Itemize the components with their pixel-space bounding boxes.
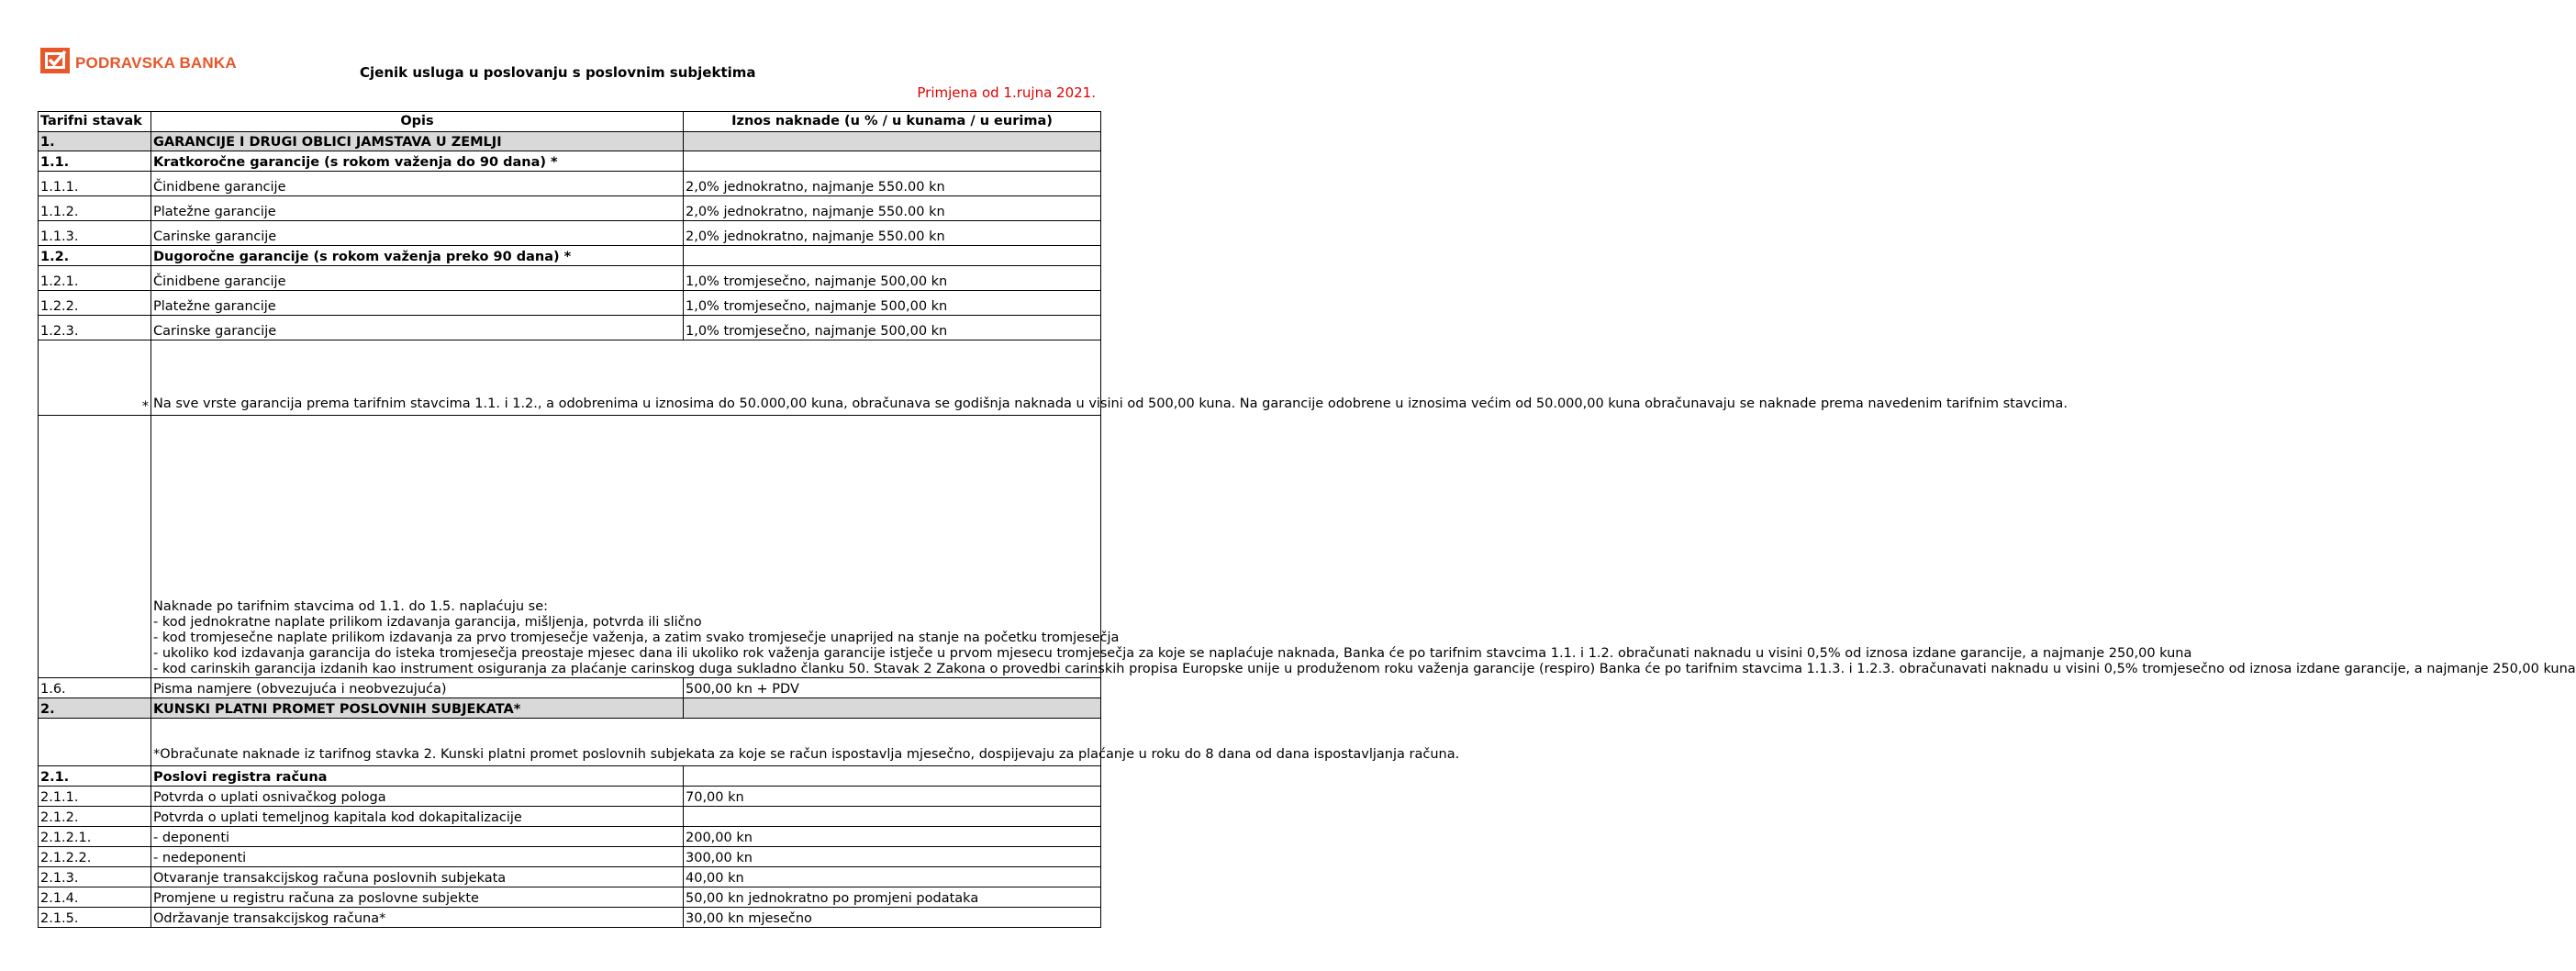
row-code: 2.1.5. [39, 908, 151, 928]
notes-line: - kod jednokratne naplate prilikom izdavanja garancija, mišljenja, potvrda ili slično [153, 615, 702, 630]
row-code: 2.1.2.1. [39, 827, 151, 847]
row-fee [684, 246, 1101, 266]
row-fee: 200,00 kn [684, 827, 1101, 847]
section-row [39, 132, 1101, 151]
row-code: 2.1.3. [39, 867, 151, 887]
row-fee: 70,00 kn [684, 787, 1101, 807]
note-empty-cell [39, 719, 151, 766]
row-description: KUNSKI PLATNI PROMET POSLOVNIH SUBJEKATA* [151, 698, 684, 719]
row-fee: 2,0% jednokratno, najmanje 550.00 kn [684, 221, 1101, 246]
row-fee: 1,0% tromjesečno, najmanje 500,00 kn [684, 266, 1101, 291]
table-row [39, 847, 1101, 867]
notes-cell [151, 416, 2576, 678]
tariff-table [38, 111, 2576, 928]
subsection-row [39, 246, 1101, 266]
table-row [39, 172, 1101, 196]
subsection-row [39, 766, 1101, 787]
row-description: Poslovi registra računa [151, 766, 684, 787]
row-code: 1.2.2. [39, 291, 151, 316]
row-description: Potvrda o uplati temeljnog kapitala kod dokapitalizacije [151, 807, 684, 827]
document-title: Cjenik usluga u poslovanju s poslovnim subjektima [360, 64, 756, 81]
row-fee: 40,00 kn [684, 867, 1101, 887]
row-fee [684, 132, 1101, 151]
row-code: 2.1.2. [39, 807, 151, 827]
row-description: GARANCIJE I DRUGI OBLICI JAMSTAVA U ZEMLJI [151, 132, 684, 151]
bank-logo [40, 48, 237, 73]
row-description: Održavanje transakcijskog računa* [151, 908, 684, 928]
row-description: Carinske garancije [151, 316, 684, 340]
row-description: Carinske garancije [151, 221, 684, 246]
effective-date: Primjena od 1.rujna 2021. [917, 84, 1096, 101]
section-row [39, 698, 1101, 719]
footnote-text: Na sve vrste garancija prema tarifnim stavcima 1.1. i 1.2., a odobrenima u iznosima do 50.000,00 kuna, obračunava se godišnja naknada u visini od 500,00 kuna. Na garancije odobrene u iznosima većim od 50.000,00 kuna obračunavaju se naknade prema navedenim tarifnim stavcima. [151, 340, 1101, 416]
row-fee [684, 698, 1101, 719]
row-code: 2.1.4. [39, 887, 151, 908]
podravska-banka-logo-icon [40, 48, 70, 73]
table-row [39, 196, 1101, 221]
table-row [39, 787, 1101, 807]
table-row [39, 887, 1101, 908]
row-code: 1.6. [39, 678, 151, 698]
notes-line: - ukoliko kod izdavanja garancija do isteka tromjesečja preostaje mjesec dana ili ukoliko rok važenja garancije istječe u prvom mjesecu tromjesečja za koje se naplaćuje naknada, Banka će po tarifnim stavcima 1.1. i 1.2. obračunati naknadu u visini 0,5% od iznosa izdane garancije, a najmanje 250,00 kuna [153, 646, 2192, 661]
row-description: Pisma namjere (obvezujuća i neobvezujuća) [151, 678, 684, 698]
row-fee: 2,0% jednokratno, najmanje 550.00 kn [684, 196, 1101, 221]
header-fee: Iznos naknade (u % / u kunama / u eurima) [684, 112, 1101, 132]
row-description: Otvaranje transakcijskog računa poslovnih subjekata [151, 867, 684, 887]
table-row [39, 867, 1101, 887]
row-description: Promjene u registru računa za poslovne subjekte [151, 887, 684, 908]
row-fee: 500,00 kn + PDV [684, 678, 1101, 698]
notes-row [39, 416, 1101, 678]
row-fee [684, 807, 1101, 827]
row-description: Dugoročne garancije (s rokom važenja preko 90 dana) * [151, 246, 684, 266]
row-description: Kratkoročne garancije (s rokom važenja do 90 dana) * [151, 151, 684, 172]
row-description: - deponenti [151, 827, 684, 847]
row-description: Platežne garancije [151, 291, 684, 316]
notes-line: - kod carinskih garancija izdanih kao instrument osiguranja za plaćanje carinskog duga sukladno članku 50. Stavak 2 Zakona o provedbi carinskih propisa Europske unije u produženom roku važenja garancije (respiro) Banka će po tarifnim stavcima 1.1.3. i 1.2.3. obračunavati naknadu u visini 0,5% tromjesečno od iznosa izdane garancije, a najmanje 250,00 kuna [153, 662, 2576, 676]
row-fee: 50,00 kn jednokratno po promjeni podataka [684, 887, 1101, 908]
row-description: Činidbene garancije [151, 266, 684, 291]
notes-line: Naknade po tarifnim stavcima od 1.1. do 1.5. naplaćuju se: [153, 599, 549, 614]
table-row [39, 221, 1101, 246]
table-row [39, 908, 1101, 928]
row-description: Platežne garancije [151, 196, 684, 221]
table-row [39, 827, 1101, 847]
row-code: 2.1.2.2. [39, 847, 151, 867]
notes-line: - kod tromjesečne naplate prilikom izdavanja za prvo tromjesečje važenja, a zatim svako tromjesečje unaprijed na stanje na početku tromjesečja [153, 631, 1120, 645]
header-tariff-item: Tarifni stavak [39, 112, 151, 132]
row-code: 2. [39, 698, 151, 719]
row-fee: 1,0% tromjesečno, najmanje 500,00 kn [684, 291, 1101, 316]
row-code: 1.2.1. [39, 266, 151, 291]
row-description: Činidbene garancije [151, 172, 684, 196]
section-note-text: *Obračunate naknade iz tarifnog stavka 2. Kunski platni promet poslovnih subjekata za koje se račun ispostavlja mjesečno, dospijevaju za plaćanje u roku do 8 dana od dana ispostavljanja računa. [151, 719, 1101, 766]
row-code: 1.1.3. [39, 221, 151, 246]
row-code: 1.1.1. [39, 172, 151, 196]
table-row [39, 807, 1101, 827]
row-fee: 2,0% jednokratno, najmanje 550.00 kn [684, 172, 1101, 196]
section-note-row [39, 719, 1101, 766]
row-code: 1.1. [39, 151, 151, 172]
footnote-marker: * [39, 340, 151, 416]
row-code: 1.1.2. [39, 196, 151, 221]
row-fee: 30,00 kn mjesečno [684, 908, 1101, 928]
table-row [39, 291, 1101, 316]
table-row [39, 316, 1101, 340]
subsection-row [39, 151, 1101, 172]
table-row [39, 678, 1101, 698]
row-description: Potvrda o uplati osnivačkog pologa [151, 787, 684, 807]
row-code: 2.1. [39, 766, 151, 787]
logo-text: PODRAVSKA BANKA [75, 54, 237, 72]
row-fee: 1,0% tromjesečno, najmanje 500,00 kn [684, 316, 1101, 340]
row-code: 2.1.1. [39, 787, 151, 807]
footnote-row [39, 340, 1101, 416]
row-code: 1.2. [39, 246, 151, 266]
table-row [39, 266, 1101, 291]
row-code: 1. [39, 132, 151, 151]
row-fee [684, 151, 1101, 172]
row-fee [684, 766, 1101, 787]
row-code: 1.2.3. [39, 316, 151, 340]
table-header-row [39, 112, 1101, 132]
header-description: Opis [151, 112, 684, 132]
row-description: - nedeponenti [151, 847, 684, 867]
row-fee: 300,00 kn [684, 847, 1101, 867]
notes-empty-cell [39, 416, 151, 678]
